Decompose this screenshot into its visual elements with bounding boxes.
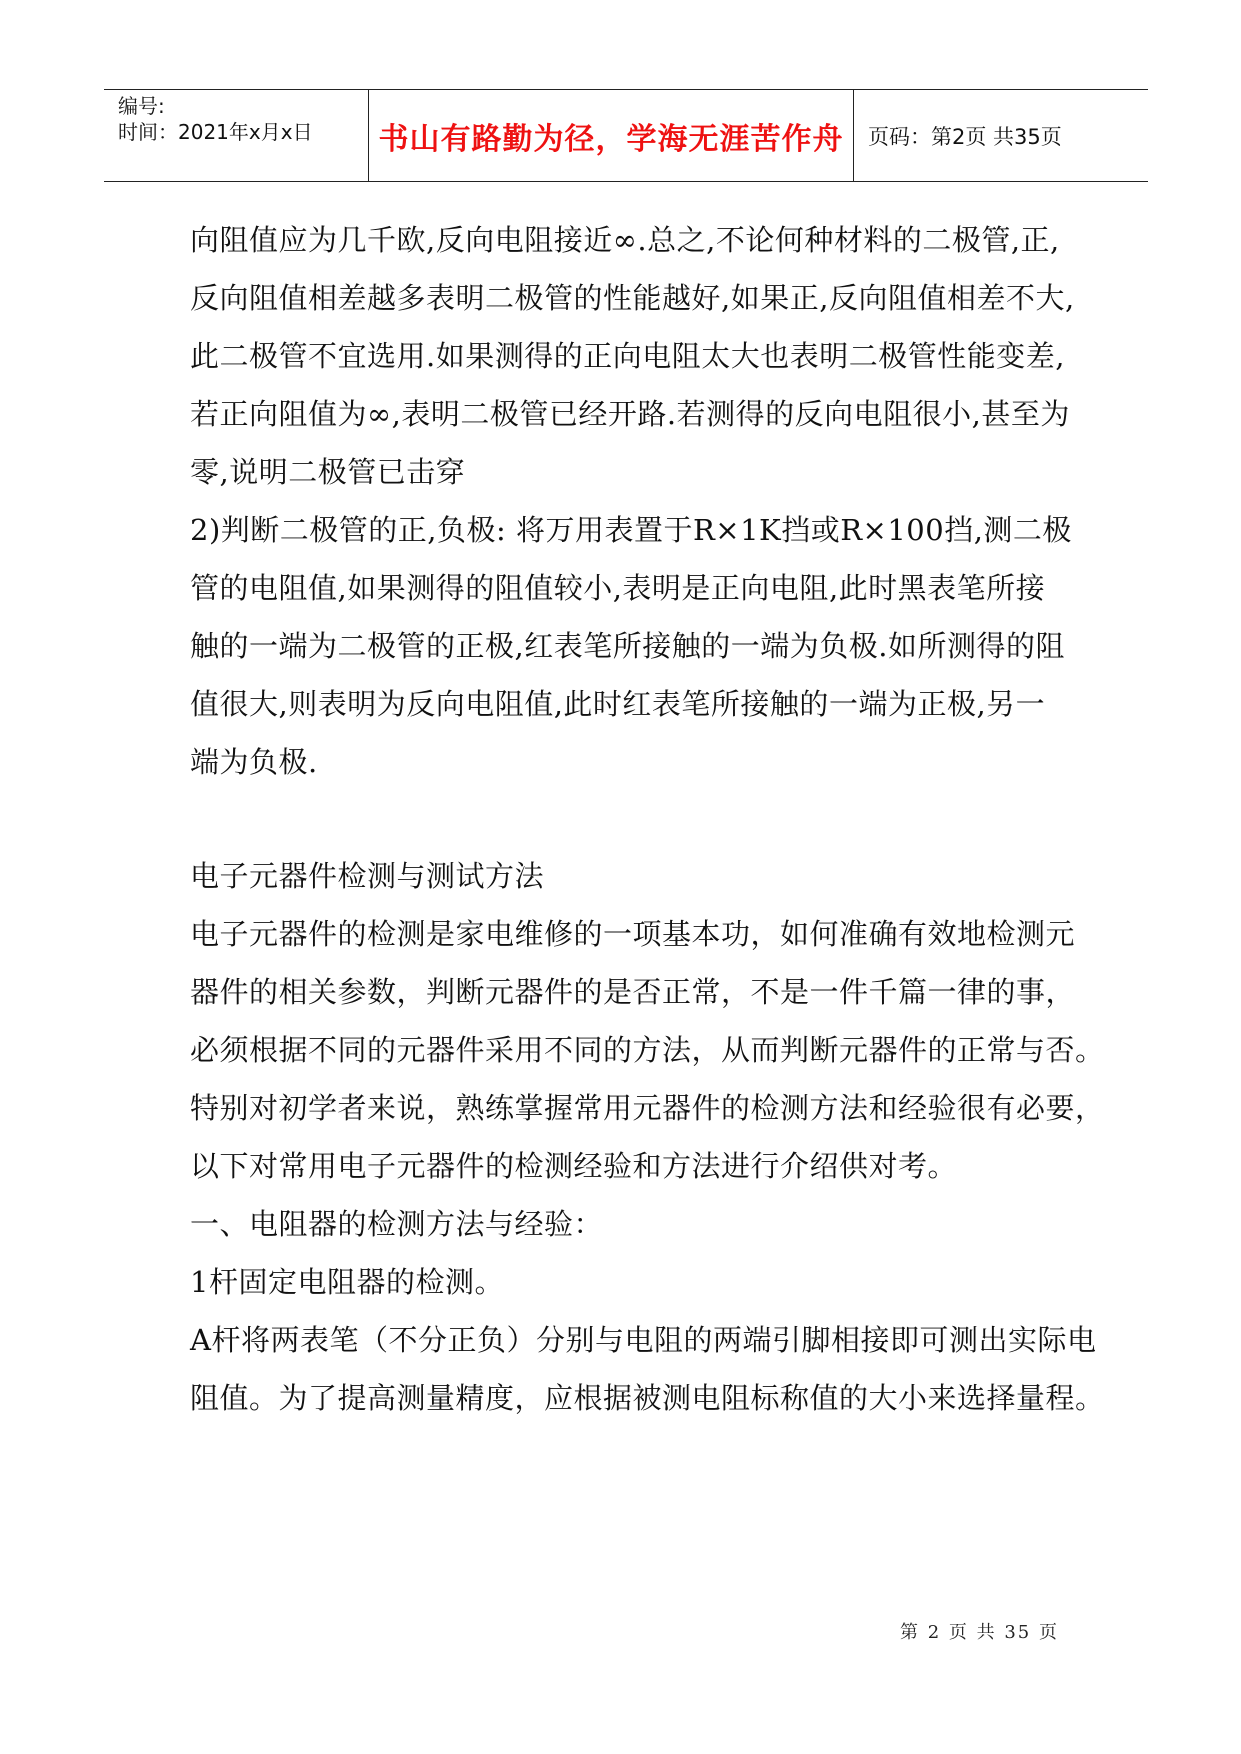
body-line: 以下对常用电子元器件的检测经验和方法进行介绍供对考。 [190,1149,958,1183]
header-motto-cell [368,90,854,181]
body-line: 电子元器件的检测是家电维修的一项基本功，如何准确有效地检测元 [190,917,1076,951]
body-line: 特别对初学者来说，熟练掌握常用元器件的检测方法和经验很有必要， [190,1091,1105,1125]
body-line: 向阻值应为几千欧,反向电阻接近∞.总之,不论何种材料的二极管,正, [190,223,1060,257]
body-line: 触的一端为二极管的正极,红表笔所接触的一端为负极.如所测得的阻 [190,629,1065,663]
body-line: A杆将两表笔（不分正负）分别与电阻的两端引脚相接即可测出实际电 [190,1323,1097,1357]
body-line: 零,说明二极管已击穿 [190,455,466,489]
body-line: 器件的相关参数，判断元器件的是否正常，不是一件千篇一律的事， [190,975,1076,1009]
header-page-code: 页码：第2页 共35页 [868,124,1062,149]
document-number-label: 编号: [118,94,165,118]
body-line: 2)判断二极管的正,负极: 将万用表置于R×1K挡或R×100挡,测二极 [190,513,1072,547]
header-page-cell [854,90,1148,181]
body-line: 若正向阻值为∞,表明二极管已经开路.若测得的反向电阻很小,甚至为 [190,397,1070,431]
body-line: 1杆固定电阻器的检测。 [190,1265,504,1299]
page-footer: 第 2 页 共 35 页 [900,1622,1059,1643]
header-info-cell [104,90,368,181]
body-line: 反向阻值相差越多表明二极管的性能越好,如果正,反向阻值相差不大, [190,281,1075,315]
body-line: 管的电阻值,如果测得的阻值较小,表明是正向电阻,此时黑表笔所接 [190,571,1046,605]
document-time-label: 时间：2021年x月x日 [118,120,313,144]
body-line: 阻值。为了提高测量精度，应根据被测电阻标称值的大小来选择量程。 [190,1381,1105,1415]
body-line: 此二极管不宜选用.如果测得的正向电阻太大也表明二极管性能变差, [190,339,1065,373]
section-title: 电子元器件检测与测试方法 [190,859,545,893]
subsection-heading: 一、电阻器的检测方法与经验： [190,1207,604,1241]
body-line: 值很大,则表明为反向电阻值,此时红表笔所接触的一端为正极,另一 [190,687,1046,721]
document-header [104,89,1148,182]
header-motto: 书山有路勤为径，学海无涯苦作舟 [378,121,844,157]
body-line: 端为负极. [190,745,318,779]
body-line: 必须根据不同的元器件采用不同的方法，从而判断元器件的正常与否。 [190,1033,1105,1067]
